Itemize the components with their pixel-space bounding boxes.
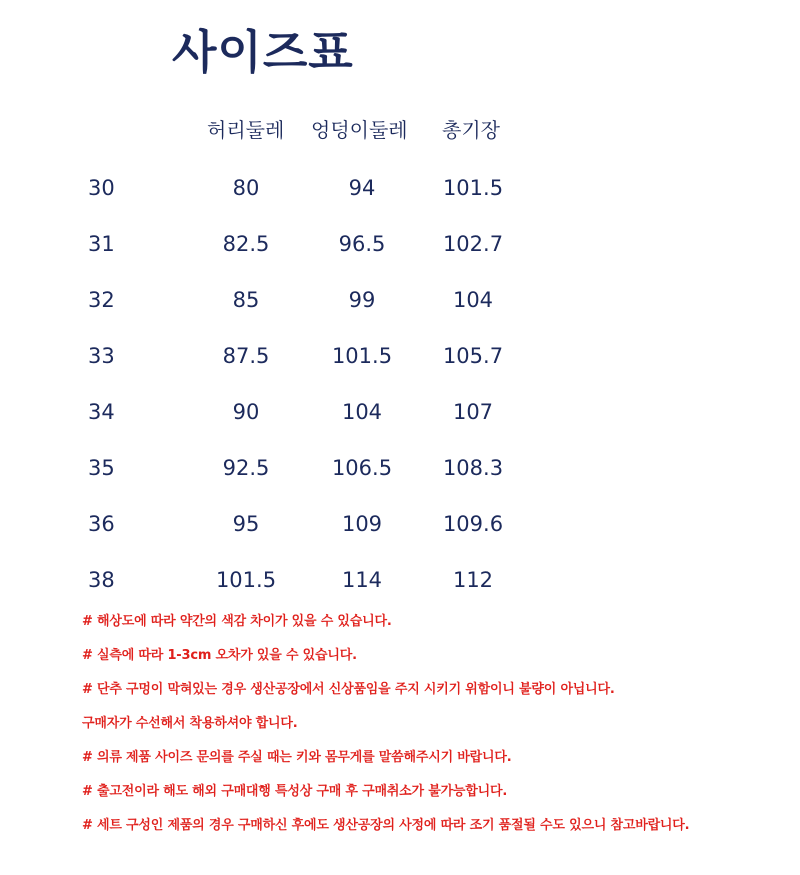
table-row bbox=[0, 226, 800, 282]
waist-cell: 87.5 bbox=[222, 344, 270, 368]
size-cell: 30 bbox=[88, 176, 115, 200]
table-row bbox=[0, 450, 800, 506]
size-table bbox=[0, 170, 800, 618]
size-cell: 34 bbox=[88, 400, 115, 424]
table-row bbox=[0, 562, 800, 618]
notice-item: 구매자가 수선해서 착용하셔야 합니다. bbox=[82, 716, 298, 731]
size-cell: 36 bbox=[88, 512, 115, 536]
size-cell: 35 bbox=[88, 456, 115, 480]
table-row bbox=[0, 170, 800, 226]
waist-cell: 95 bbox=[232, 512, 260, 536]
column-header-length: 총기장 bbox=[442, 118, 500, 142]
notice-item: # 단추 구멍이 막혀있는 경우 생산공장에서 신상품임을 주지 시키기 위함이니 불량이 아닙니다. bbox=[82, 682, 615, 697]
column-header-hip: 엉덩이둘레 bbox=[311, 118, 408, 142]
size-cell: 31 bbox=[88, 232, 115, 256]
length-cell: 101.5 bbox=[442, 176, 504, 200]
table-row bbox=[0, 338, 800, 394]
waist-cell: 82.5 bbox=[222, 232, 270, 256]
hip-cell: 96.5 bbox=[338, 232, 386, 256]
page-title: 사이즈표 bbox=[172, 25, 354, 79]
notice-item: # 의류 제품 사이즈 문의를 주실 때는 키와 몸무게를 말씀해주시기 바랍니다. bbox=[82, 750, 512, 765]
waist-cell: 85 bbox=[232, 288, 260, 312]
length-cell: 102.7 bbox=[442, 232, 504, 256]
column-header-waist: 허리둘레 bbox=[207, 118, 285, 142]
length-cell: 112 bbox=[452, 568, 494, 592]
length-cell: 107 bbox=[452, 400, 494, 424]
hip-cell: 104 bbox=[341, 400, 383, 424]
notice-item: # 실측에 따라 1-3cm 오차가 있을 수 있습니다. bbox=[82, 648, 357, 663]
hip-cell: 101.5 bbox=[331, 344, 393, 368]
length-cell: 105.7 bbox=[442, 344, 504, 368]
table-row bbox=[0, 282, 800, 338]
table-row bbox=[0, 506, 800, 562]
notice-list bbox=[82, 612, 782, 850]
hip-cell: 114 bbox=[341, 568, 383, 592]
waist-cell: 80 bbox=[232, 176, 260, 200]
waist-cell: 92.5 bbox=[222, 456, 270, 480]
notice-item: # 해상도에 따라 약간의 색감 차이가 있을 수 있습니다. bbox=[82, 614, 392, 629]
hip-cell: 99 bbox=[348, 288, 376, 312]
hip-cell: 94 bbox=[348, 176, 376, 200]
hip-cell: 109 bbox=[341, 512, 383, 536]
length-cell: 109.6 bbox=[442, 512, 504, 536]
length-cell: 108.3 bbox=[442, 456, 504, 480]
notice-item: # 출고전이라 해도 해외 구매대행 특성상 구매 후 구매취소가 불가능합니다. bbox=[82, 784, 508, 799]
length-cell: 104 bbox=[452, 288, 494, 312]
size-cell: 38 bbox=[88, 568, 115, 592]
table-row bbox=[0, 394, 800, 450]
size-cell: 32 bbox=[88, 288, 115, 312]
size-cell: 33 bbox=[88, 344, 115, 368]
hip-cell: 106.5 bbox=[331, 456, 393, 480]
waist-cell: 90 bbox=[232, 400, 260, 424]
waist-cell: 101.5 bbox=[215, 568, 277, 592]
notice-item: # 세트 구성인 제품의 경우 구매하신 후에도 생산공장의 사정에 따라 조기 품절될 수도 있으니 참고바랍니다. bbox=[82, 818, 690, 833]
